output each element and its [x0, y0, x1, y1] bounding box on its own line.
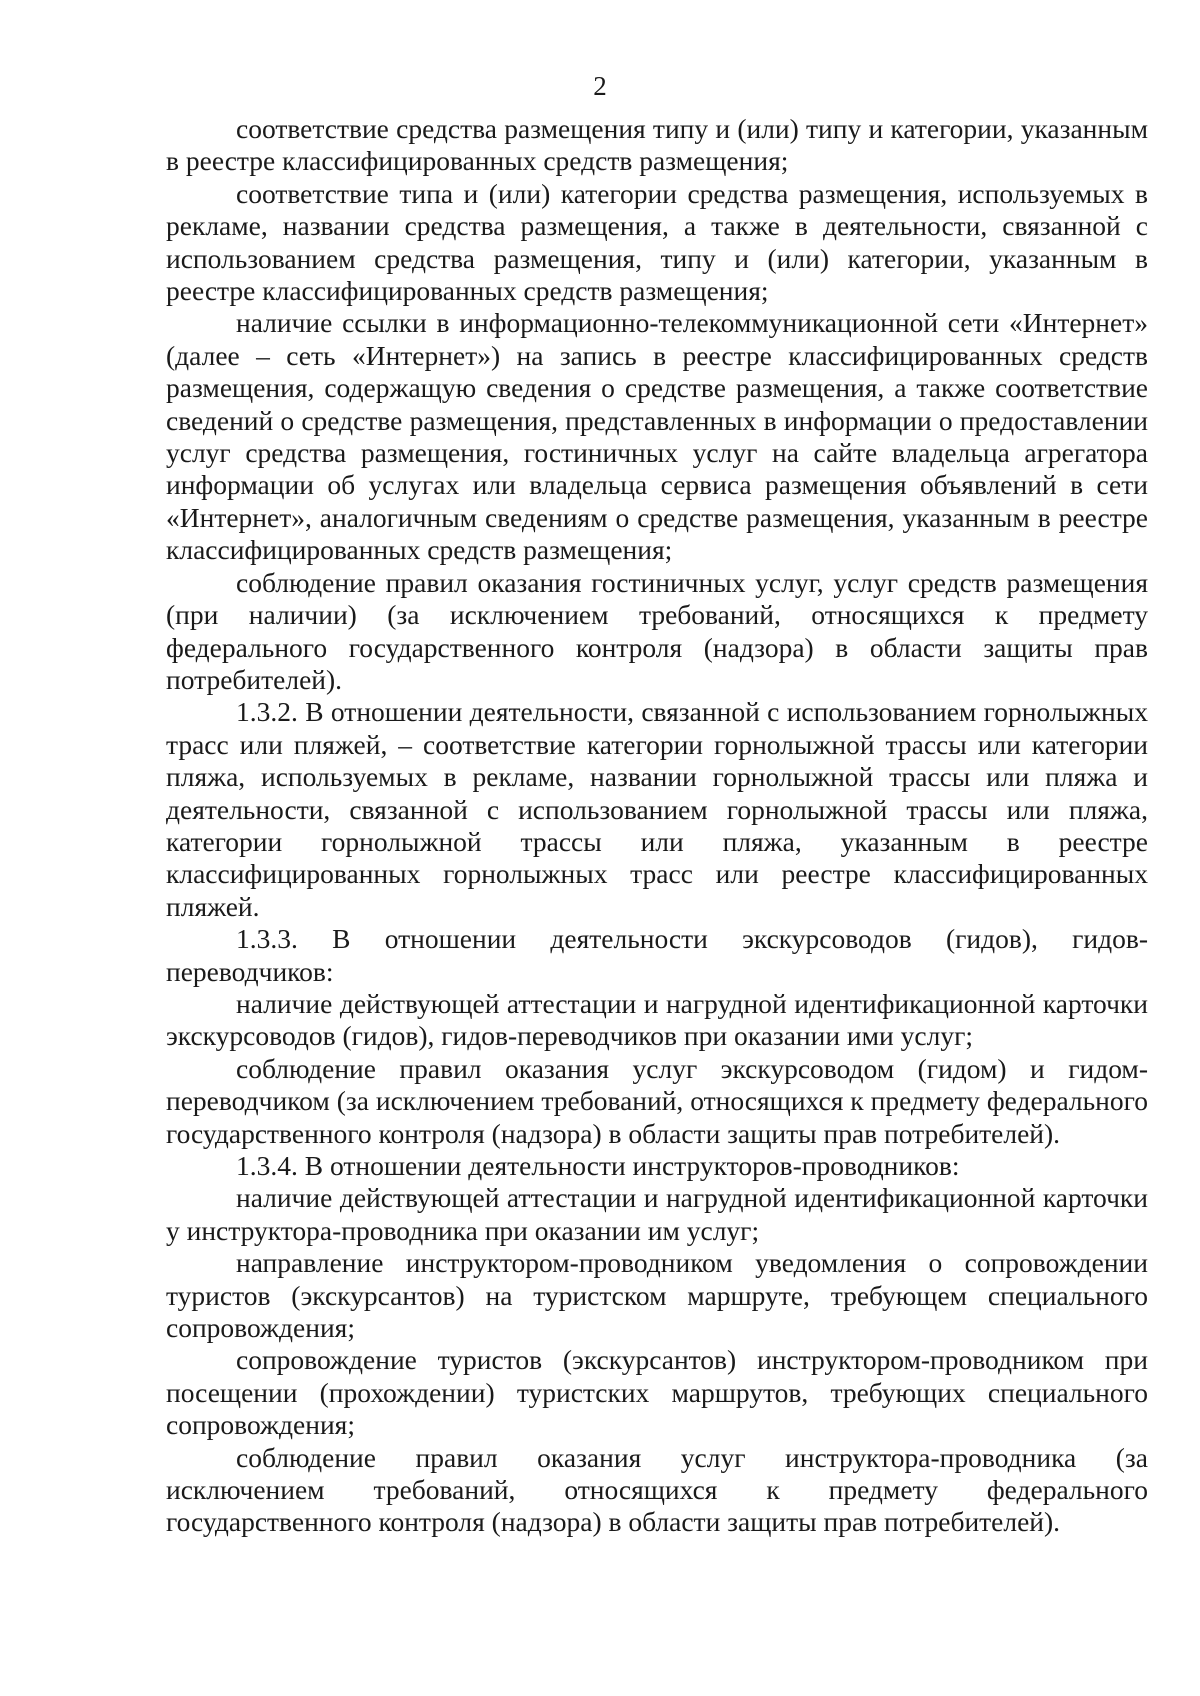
- page-number: 2: [593, 71, 607, 101]
- paragraph-instructor-certification: наличие действующей аттестации и нагрудной идентификационной карточки у инструктора-проводника при оказании им услуг;: [166, 1182, 1148, 1246]
- paragraph-internet-registry-link: наличие ссылки в информационно-телекоммуникационной сети «Интернет» (далее – сеть «Интернет») на запись в реестре классифицированных средств размещения, содержащую сведения о средстве размещения, а также соответствие сведений о средстве размещения, представленных в информации о предоставлении услуг средства размещения, гостиничных услуг на сайте владельца агрегатора информации об услугах или владельца сервиса размещения объявлений в сети «Интернет», аналогичным сведениям о средстве размещения, указанным в реестре классифицированных средств размещения;: [166, 307, 1148, 566]
- paragraph-instructor-escort: сопровождение туристов (экскурсантов) инструктором-проводником при посещении (прохождении) туристских маршрутов, требующих специального сопровождения;: [166, 1344, 1148, 1441]
- paragraph-1-3-4-instructors: 1.3.4. В отношении деятельности инструкторов-проводников:: [236, 1150, 960, 1181]
- paragraph-guide-certification: наличие действующей аттестации и нагрудной идентификационной карточки экскурсоводов (гидов), гидов-переводчиков при оказании ими услуг;: [166, 987, 1148, 1052]
- paragraph-advertising-category-match: соответствие типа и (или) категории средства размещения, используемых в рекламе, названии средства размещения, а также в деятельности, связанной с использованием средства размещения, типу и (или) категории, указанным в реестре классифицированных средств размещения;: [166, 177, 1148, 307]
- paragraph-1-3-2-ski-beach: 1.3.2. В отношении деятельности, связанной с использованием горнолыжных трасс или пляжей, – соответствие категории горнолыжной трассы или категории пляжа, используемых в рекламе, названии горнолыжной трассы или пляжа и деятельности, связанной с использованием горнолыжной трассы или пляжа, категории горнолыжной трассы или пляжа, указанным в реестре классифицированных горнолыжных трасс или реестре классифицированных пляжей.: [166, 696, 1148, 922]
- paragraph-instructor-notification: направление инструктором-проводником уведомления о сопровождении туристов (экскурсантов) на туристском маршруте, требующем специального сопровождения;: [166, 1247, 1148, 1344]
- paragraph-placement-type-match: соответствие средства размещения типу и (или) типу и категории, указанным в реестре классифицированных средств размещения;: [166, 113, 1148, 177]
- paragraph-instructor-service-rules: соблюдение правил оказания услуг инструктора-проводника (за исключением требований, относящихся к предмету федерального государственного контроля (надзора) в области защиты прав потребителей).: [166, 1441, 1148, 1538]
- paragraph-guide-service-rules: соблюдение правил оказания услуг экскурсоводом (гидом) и гидом-переводчиком (за исключением требований, относящихся к предмету федерального государственного контроля (надзора) в области защиты прав потребителей).: [166, 1052, 1148, 1149]
- paragraph-1-3-3-guides: 1.3.3. В отношении деятельности экскурсоводов (гидов), гидов-переводчиков:: [166, 923, 1148, 987]
- document-body: [166, 113, 1148, 1539]
- paragraph-hotel-service-rules: соблюдение правил оказания гостиничных услуг, услуг средств размещения (при наличии) (за исключением требований, относящихся к предмету федерального государственного контроля (надзора) в области защиты прав потребителей).: [166, 566, 1148, 695]
